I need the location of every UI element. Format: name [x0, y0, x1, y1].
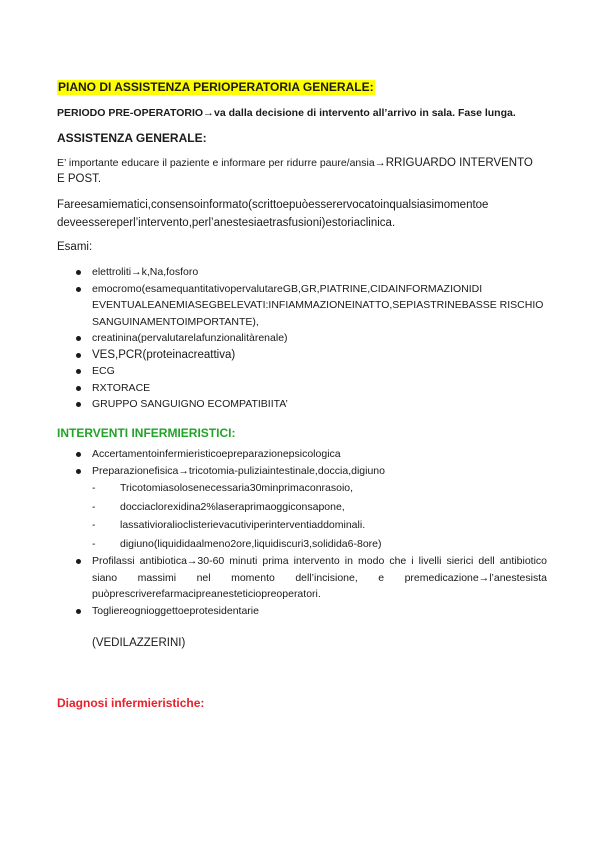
sub-item: - Tricotomiasolosenecessaria30minprimaconrasoio,	[92, 479, 547, 498]
intro-line1: E’ importante educare il paziente e informare per ridurre paure/ansia	[57, 157, 375, 169]
intro-line1-end: RRIGUARDO INTERVENTO	[385, 157, 533, 169]
tests-paragraph: Fareesamiematici,consensoinformato(scrittoepuòesserervocatoinqualsiasimomentoe deveessereperl’intervento,perl’anestesiaetrasfusioni)estoriaclinica.	[57, 199, 489, 229]
bullet-icon	[76, 336, 81, 341]
arrow-right-icon: →	[374, 157, 386, 169]
bullet-icon	[76, 353, 81, 358]
esami-label: Esami:	[57, 241, 93, 253]
preoperative-period-line	[57, 106, 516, 120]
intro-line2: E POST.	[57, 173, 102, 185]
period-label: PERIODO PRE-OPERATORIO	[57, 107, 204, 119]
list-item: ECG	[57, 363, 547, 380]
list-item: Accertamentoinfermieristicoepreparazionepsicologica	[57, 446, 547, 463]
arrow-right-icon: →	[203, 107, 215, 119]
bullet-icon	[76, 452, 81, 457]
list-item: GRUPPO SANGUIGNO ECOMPATIBIITA’	[57, 396, 547, 413]
list-item: Togliereognioggettoeprotesidentarie	[57, 603, 547, 620]
list-item: Preparazionefisica→tricotomia-puliziaintestinale,doccia,digiuno - Tricotomiasolosenecessaria30minprimaconrasoio, - docciaclorexidina2%laseraprimaoggiconsapone, - lassativioralioclisterievacutiviperinterventiaddominali. - digiuno(liquididaalmeno2ore,liquidiscuri3,solidida6-8ore)	[57, 463, 547, 554]
dash-marker: -	[92, 537, 96, 550]
sub-item: - digiuno(liquididaalmeno2ore,liquidiscuri3,solidida6-8ore)	[92, 535, 547, 554]
list-item: Profilassi antibiotica→30-60 minuti prima intervento in modo che i livelli sierici dell antibiotico siano massimi nel momento dell’incisione, e premedicazione→l’anestesista puòprescriverefarmacipreanesteticiopreoperatori.	[57, 553, 547, 603]
diagnosi-heading: Diagnosi infermieristiche:	[57, 696, 205, 710]
dash-marker: -	[92, 519, 96, 531]
sub-item: - lassativioralioclisterievacutiviperinterventiaddominali.	[92, 516, 547, 535]
period-description: va dalla decisione di intervento all’arrivo in sala. Fase lunga.	[214, 107, 516, 119]
bullet-icon	[76, 559, 81, 564]
bullet-icon	[76, 386, 81, 391]
intro-paragraph	[57, 155, 547, 187]
bullet-icon	[76, 270, 81, 275]
document-title: PIANO DI ASSISTENZA PERIOPERATORIA GENERALE:	[58, 80, 374, 94]
sub-item: - docciaclorexidina2%laseraprimaoggiconsapone,	[92, 498, 547, 517]
bullet-icon	[76, 469, 81, 474]
exams-list	[57, 264, 547, 413]
list-item: RXTORACE	[57, 380, 547, 397]
list-item: creatinina(pervalutarelafunzionalitàrenale)	[57, 330, 547, 347]
interventi-list	[57, 446, 547, 619]
dash-marker: -	[92, 482, 96, 494]
bullet-icon	[76, 369, 81, 374]
bullet-icon	[76, 402, 81, 407]
see-reference-note: (VEDILAZZERINI)	[92, 637, 186, 649]
bullet-icon	[76, 287, 81, 292]
list-item: VES,PCR(proteinacreattiva)	[57, 347, 547, 364]
list-item: elettroliti→k,Na,fosforo	[57, 264, 547, 281]
interventi-heading: INTERVENTI INFERMIERISTICI:	[57, 426, 236, 440]
list-item: emocromo(esamequantitativopervalutareGB,GR,PIATRINE,CIDAINFORMAZIONIDI EVENTUALEANEMIASEGBELEVATI:INFIAMMAZIONEINATTO,SEPIASTRINEBASSE RISCHIO SANGUINAMENTOIMPORTANTE),	[57, 281, 547, 331]
bullet-icon	[76, 609, 81, 614]
dash-marker: -	[92, 500, 96, 513]
assistenza-generale-heading: ASSISTENZA GENERALE:	[57, 131, 207, 145]
